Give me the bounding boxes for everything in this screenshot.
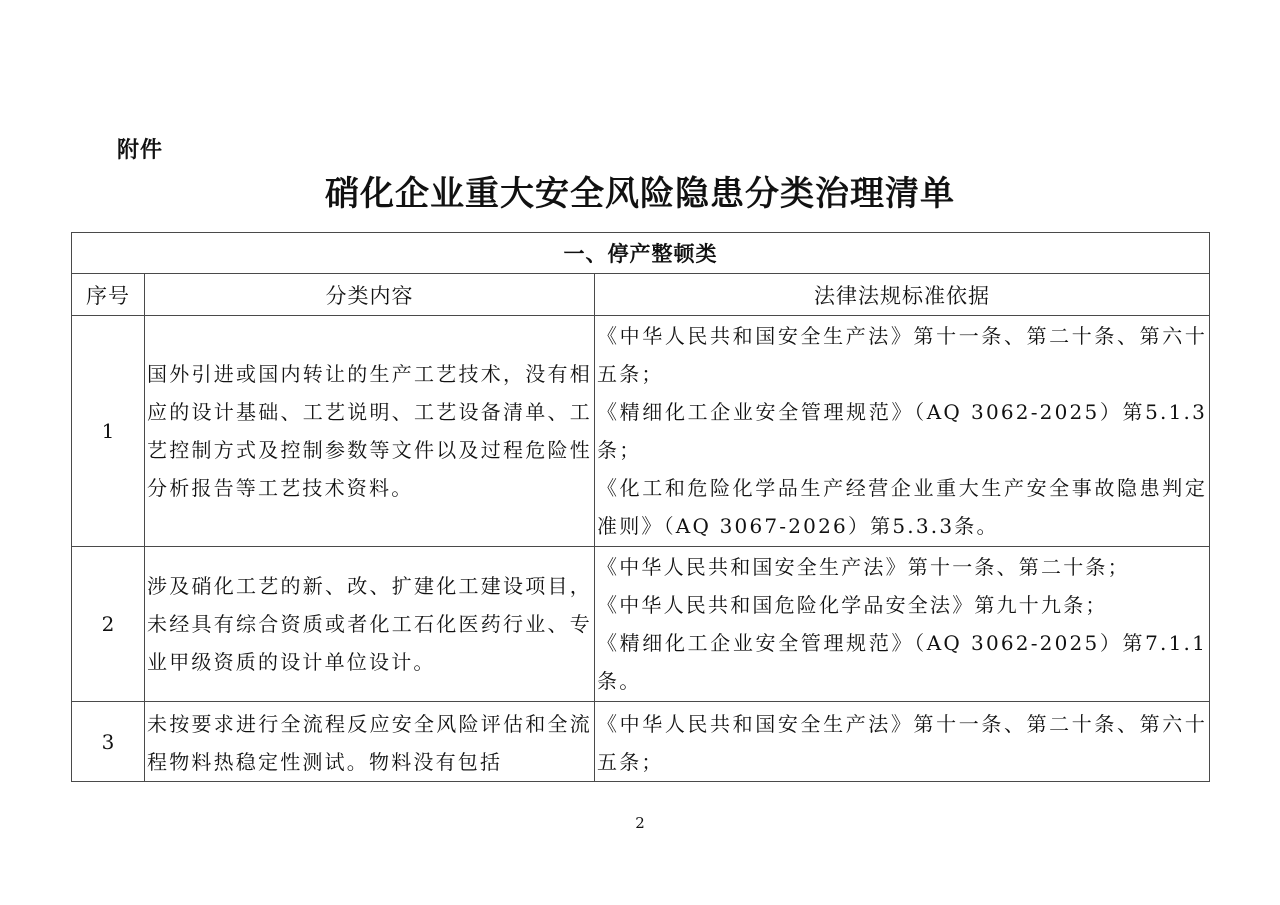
- section-title: 一、停产整顿类: [72, 233, 1210, 274]
- row-content: 涉及硝化工艺的新、改、扩建化工建设项目，未经具有综合资质或者化工石化医药行业、专业甲级资质的设计单位设计。: [145, 547, 595, 702]
- row-basis: [595, 702, 1210, 782]
- row-content: 未按要求进行全流程反应安全风险评估和全流程物料热稳定性测试。物料没有包括: [145, 702, 595, 782]
- basis-item: 《中华人民共和国危险化学品安全法》第九十九条；: [597, 593, 1108, 617]
- row-number: 3: [72, 702, 145, 782]
- row-basis: [595, 547, 1210, 702]
- attachment-label: 附件: [117, 138, 164, 163]
- basis-item: 《中华人民共和国安全生产法》第十一条、第二十条、第六十五条；: [597, 711, 1208, 774]
- row-number: 2: [72, 547, 145, 702]
- risk-classification-table: [71, 232, 1210, 782]
- page-number: 2: [635, 814, 645, 832]
- table-row: [72, 316, 1210, 547]
- basis-item: 《精细化工企业安全管理规范》（AQ 3062-2025）第7.1.1条。: [597, 631, 1208, 693]
- basis-item: 《化工和危险化学品生产经营企业重大生产安全事故隐患判定准则》（AQ 3067-2026）第5.3.3条。: [597, 476, 1208, 538]
- basis-item: 《中华人民共和国安全生产法》第十一条、第二十条；: [597, 555, 1130, 579]
- section-header-row: [72, 233, 1210, 274]
- table-row: [72, 547, 1210, 702]
- column-header-basis: 法律法规标准依据: [595, 274, 1210, 316]
- basis-item: 《精细化工企业安全管理规范》（AQ 3062-2025）第5.1.3条；: [597, 400, 1208, 462]
- row-number: 1: [72, 316, 145, 547]
- basis-item: 《中华人民共和国安全生产法》第十一条、第二十条、第六十五条；: [597, 324, 1208, 386]
- row-basis: [595, 316, 1210, 547]
- document-title: 硝化企业重大安全风险隐患分类治理清单: [325, 174, 955, 214]
- column-header-content: 分类内容: [145, 274, 595, 316]
- column-header-row: [72, 274, 1210, 316]
- table-row: [72, 702, 1210, 782]
- column-header-no: 序号: [72, 274, 145, 316]
- row-content: 国外引进或国内转让的生产工艺技术，没有相应的设计基础、工艺说明、工艺设备清单、工艺控制方式及控制参数等文件以及过程危险性分析报告等工艺技术资料。: [145, 316, 595, 547]
